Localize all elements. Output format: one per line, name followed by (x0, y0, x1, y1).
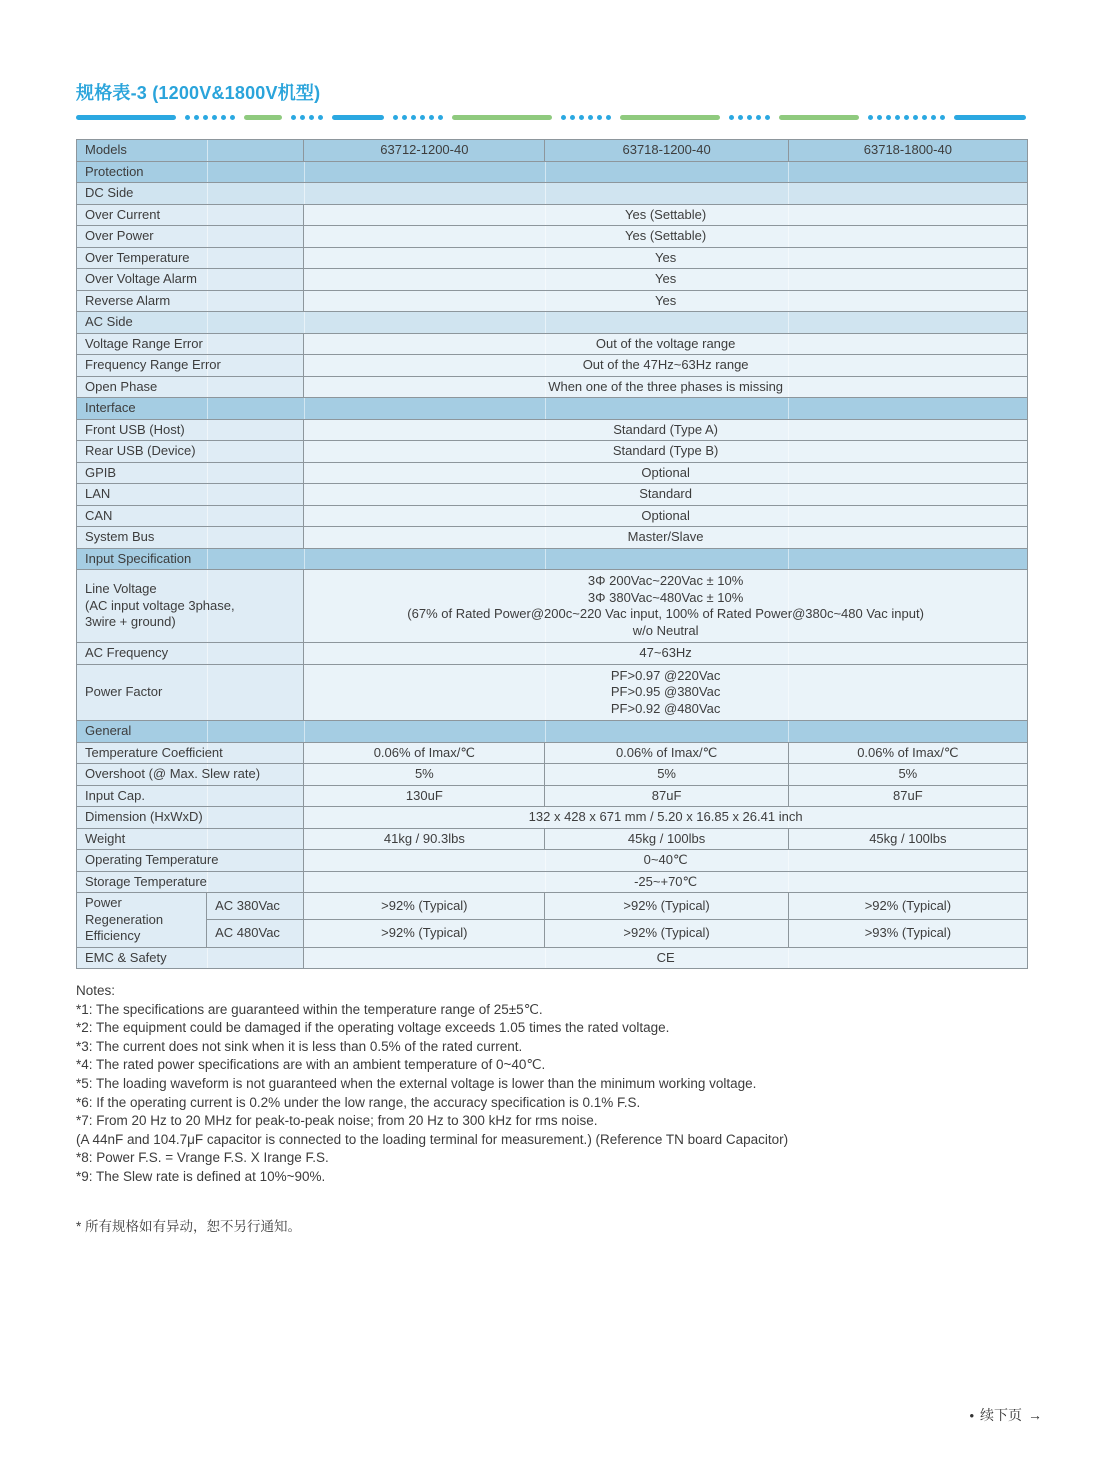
spec-value: Yes (Settable) (304, 226, 1028, 248)
spec-value: 45kg / 100lbs (545, 828, 788, 850)
table-row (77, 290, 1028, 312)
table-row (77, 505, 1028, 527)
table-row (77, 355, 1028, 377)
table-row (77, 226, 1028, 248)
divider-bar (452, 115, 552, 120)
subsection-row (77, 183, 1028, 205)
divider-bar (332, 115, 384, 120)
spec-label: CAN (77, 505, 304, 527)
spec-value: Yes (304, 247, 1028, 269)
table-row (77, 785, 1028, 807)
spec-label: Input Cap. (77, 785, 304, 807)
spec-value: >92% (Typical) (304, 920, 545, 947)
divider-dots (185, 115, 235, 120)
models-row (77, 140, 1028, 162)
spec-label: AC Frequency (77, 643, 304, 665)
note-line: *8: Power F.S. = Vrange F.S. X Irange F.S. (76, 1150, 329, 1166)
spec-label: Frequency Range Error (77, 355, 304, 377)
spec-value-line: PF>0.97 @220Vac (610, 667, 721, 683)
spec-label: EMC & Safety (77, 947, 304, 969)
section-row (77, 548, 1028, 570)
spec-value: 0.06% of Imax/℃ (545, 742, 788, 764)
table-row (77, 920, 1028, 947)
divider-dots (729, 115, 770, 120)
table-row (77, 527, 1028, 549)
divider-bar (244, 115, 282, 120)
spec-value: Master/Slave (304, 527, 1028, 549)
spec-value: Optional (304, 462, 1028, 484)
footer-next-label: 续下页 (980, 1407, 1022, 1423)
table-row (77, 441, 1028, 463)
spec-value: Standard (304, 484, 1028, 506)
spec-value: >92% (Typical) (545, 920, 788, 947)
table-row (77, 484, 1028, 506)
spec-value-line: PF>0.95 @380Vac (610, 684, 721, 699)
spec-table (76, 139, 1028, 969)
notes-block (76, 982, 1028, 1187)
spec-label: Weight (77, 828, 304, 850)
decorative-divider (76, 114, 1028, 120)
section-header: Protection (77, 161, 1028, 183)
spec-label: Over Voltage Alarm (77, 269, 304, 291)
spec-value: Yes (304, 269, 1028, 291)
spec-value-line: 3Φ 380Vac~480Vac ± 10% (587, 589, 744, 605)
spec-value-line: 3Φ 200Vac~220Vac ± 10% (587, 573, 744, 588)
footer-bullet-icon: • (969, 1407, 974, 1423)
spec-value: >93% (Typical) (788, 920, 1027, 947)
table-row (77, 462, 1028, 484)
divider-bar (779, 115, 859, 120)
spec-value: 5% (304, 764, 545, 786)
spec-value: -25~+70℃ (304, 871, 1028, 893)
spec-label (77, 570, 304, 643)
divider-bar (620, 115, 720, 120)
spec-value-line: (67% of Rated Power@200c~220 Vac input, 100% of Rated Power@380c~480 Vac input) (407, 606, 924, 621)
spec-value: 87uF (788, 785, 1027, 807)
page-content (76, 0, 1028, 1235)
spec-value: >92% (Typical) (788, 893, 1027, 920)
divider-dots (868, 115, 945, 120)
table-row (77, 419, 1028, 441)
divider-bar (954, 115, 1026, 120)
spec-value: 87uF (545, 785, 788, 807)
spec-label-line: Line Voltage (85, 581, 157, 597)
spec-value: Out of the voltage range (304, 333, 1028, 355)
spec-label: GPIB (77, 462, 304, 484)
table-row (77, 893, 1028, 920)
table-row (77, 376, 1028, 398)
note-line: *7: From 20 Hz to 20 MHz for peak-to-peak noise; from 20 Hz to 300 kHz for rms noise. (76, 1113, 598, 1129)
models-label: Models (77, 140, 304, 162)
spec-value: Out of the 47Hz~63Hz range (304, 355, 1028, 377)
section-header: Interface (77, 398, 1028, 420)
subsection-row (77, 312, 1028, 334)
note-line: *1: The specifications are guaranteed within the temperature range of 25±5℃. (76, 1001, 543, 1017)
note-line: (A 44nF and 104.7μF capacitor is connected to the loading terminal for measurement.) (Reference TN board Capacitor) (76, 1131, 789, 1147)
spec-value: 0.06% of Imax/℃ (304, 742, 545, 764)
spec-value: Standard (Type A) (304, 419, 1028, 441)
model-number: 63718-1800-40 (788, 140, 1027, 162)
spec-label: LAN (77, 484, 304, 506)
table-row (77, 807, 1028, 829)
spec-value: 130uF (304, 785, 545, 807)
divider-dots (291, 115, 323, 120)
spec-value-line: PF>0.92 @480Vac (610, 700, 721, 716)
section-header: General (77, 721, 1028, 743)
spec-sublabel: AC 380Vac (207, 893, 304, 920)
spec-value: 5% (788, 764, 1027, 786)
section-row (77, 398, 1028, 420)
spec-value: 41kg / 90.3lbs (304, 828, 545, 850)
divider-dots (561, 115, 611, 120)
note-line: *5: The loading waveform is not guaranteed when the external voltage is lower than the minimum working voltage. (76, 1075, 757, 1091)
spec-label: Over Temperature (77, 247, 304, 269)
spec-label-line: 3wire + ground) (85, 614, 176, 630)
spec-value: Yes (Settable) (304, 204, 1028, 226)
spec-label: Temperature Coefficient (77, 742, 304, 764)
page-title: 规格表-3 (1200V&1800V机型) (76, 83, 321, 103)
table-row (77, 643, 1028, 665)
spec-value: 0~40℃ (304, 850, 1028, 872)
spec-label: Reverse Alarm (77, 290, 304, 312)
spec-value (304, 664, 1028, 721)
spec-value: When one of the three phases is missing (304, 376, 1028, 398)
table-row (77, 570, 1028, 643)
cn-footnote: * 所有规格如有异动，恕不另行通知。 (76, 1218, 302, 1234)
spec-value (304, 570, 1028, 643)
spec-label: Front USB (Host) (77, 419, 304, 441)
table-row (77, 947, 1028, 969)
table-row (77, 204, 1028, 226)
table-row (77, 850, 1028, 872)
spec-label: Rear USB (Device) (77, 441, 304, 463)
footer-arrow-icon: → (1028, 1407, 1042, 1423)
spec-label: Storage Temperature (77, 871, 304, 893)
spec-label: Over Current (77, 204, 304, 226)
note-line: *9: The Slew rate is defined at 10%~90%. (76, 1168, 326, 1184)
spec-value: Standard (Type B) (304, 441, 1028, 463)
spec-label: Open Phase (77, 376, 304, 398)
spec-value: 45kg / 100lbs (788, 828, 1027, 850)
spec-value: >92% (Typical) (545, 893, 788, 920)
note-line: *4: The rated power specifications are with an ambient temperature of 0~40℃. (76, 1057, 546, 1073)
note-line: *3: The current does not sink when it is less than 0.5% of the rated current. (76, 1038, 523, 1054)
spec-value: 5% (545, 764, 788, 786)
spec-label: Over Power (77, 226, 304, 248)
table-row (77, 742, 1028, 764)
spec-value-line: w/o Neutral (632, 622, 699, 638)
note-line: *2: The equipment could be damaged if the operating voltage exceeds 1.05 times the rated voltage. (76, 1020, 670, 1036)
divider-dots (393, 115, 443, 120)
table-row (77, 333, 1028, 355)
divider-bar (76, 115, 176, 120)
spec-label: Overshoot (@ Max. Slew rate) (77, 764, 304, 786)
spec-value: CE (304, 947, 1028, 969)
table-row (77, 269, 1028, 291)
section-row (77, 161, 1028, 183)
table-row (77, 664, 1028, 721)
spec-label: Power Factor (77, 664, 304, 721)
note-line: *6: If the operating current is 0.2% under the low range, the accuracy specification is 0.1% F.S. (76, 1094, 641, 1110)
spec-value: 132 x 428 x 671 mm / 5.20 x 16.85 x 26.41 inch (304, 807, 1028, 829)
spec-label-line: (AC input voltage 3phase, (85, 597, 235, 613)
spec-value: 0.06% of Imax/℃ (788, 742, 1027, 764)
spec-value: Optional (304, 505, 1028, 527)
spec-label: System Bus (77, 527, 304, 549)
spec-sublabel: AC 480Vac (207, 920, 304, 947)
model-number: 63712-1200-40 (304, 140, 545, 162)
page-footer-next (969, 1405, 1042, 1425)
subsection-header: DC Side (77, 183, 1028, 205)
table-row (77, 871, 1028, 893)
spec-label: Power Regeneration Efficiency (77, 893, 207, 948)
spec-label: Operating Temperature (77, 850, 304, 872)
subsection-header: AC Side (77, 312, 1028, 334)
spec-value: 47~63Hz (304, 643, 1028, 665)
table-row (77, 828, 1028, 850)
spec-label: Dimension (HxWxD) (77, 807, 304, 829)
table-row (77, 247, 1028, 269)
section-row (77, 721, 1028, 743)
section-header: Input Specification (77, 548, 1028, 570)
spec-value: Yes (304, 290, 1028, 312)
table-row (77, 764, 1028, 786)
notes-heading: Notes: (76, 983, 116, 998)
spec-value: >92% (Typical) (304, 893, 545, 920)
model-number: 63718-1200-40 (545, 140, 788, 162)
spec-label: Voltage Range Error (77, 333, 304, 355)
